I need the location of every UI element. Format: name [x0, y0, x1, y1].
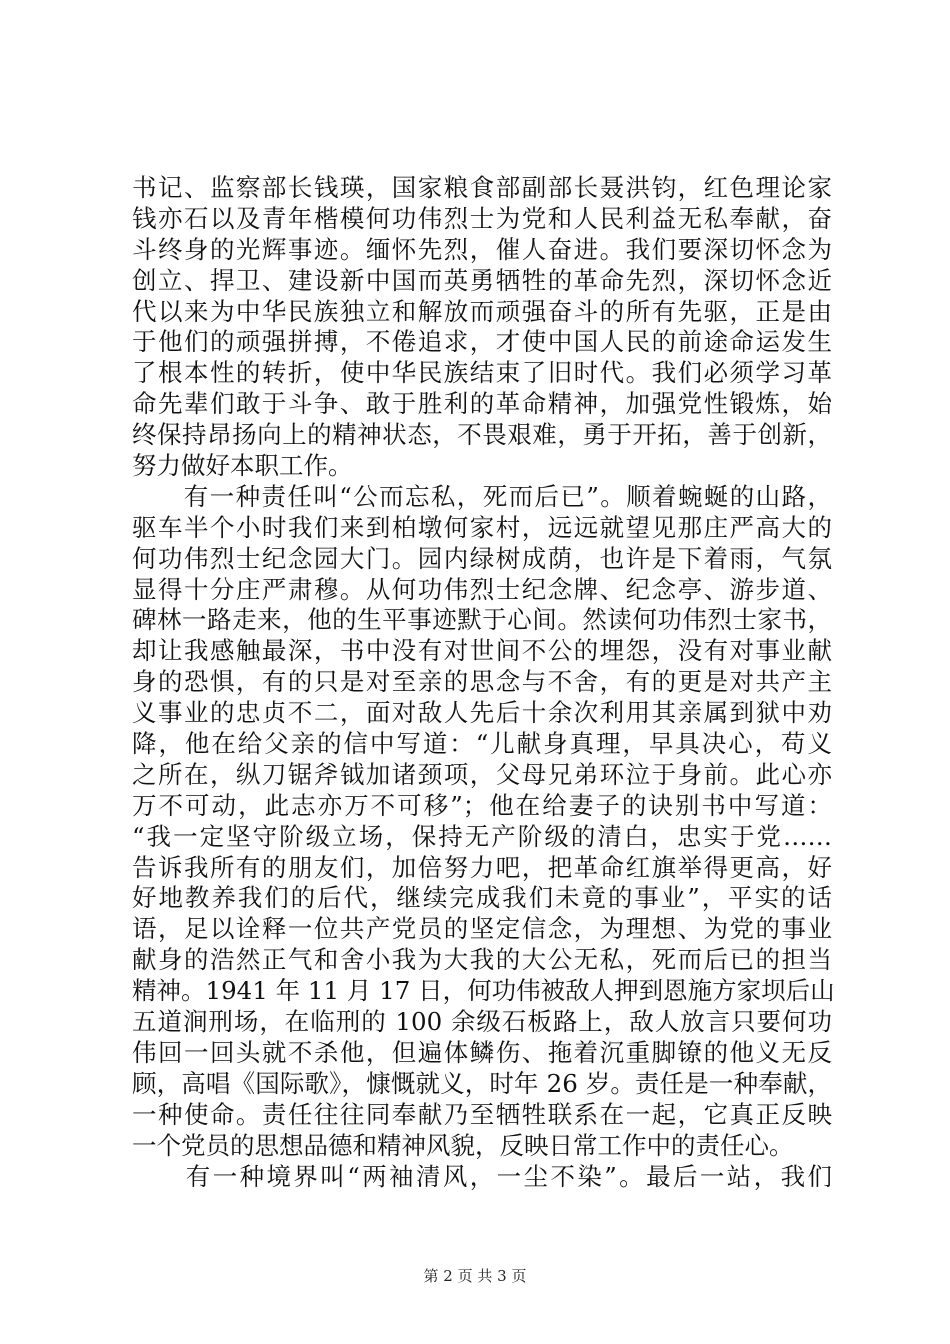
- text-line: 顾，高唱《国际歌》，慷慨就义，时年 26 岁。责任是一种奉献，: [132, 1068, 832, 1098]
- text-line: 五道涧刑场，在临刑的 100 余级石板路上，敌人放言只要何功: [132, 1007, 832, 1037]
- text-line: 驱车半个小时我们来到柏墩何家村，远远就望见那庄严高大的: [132, 512, 832, 542]
- page-footer: 第 2 页 共 3 页: [423, 1267, 527, 1285]
- text-line: 却让我感触最深，书中没有对世间不公的埋怨，没有对事业献: [132, 636, 832, 666]
- text-line: 一种使命。责任往往同奉献乃至牺牲联系在一起，它真正反映: [132, 1099, 832, 1129]
- text-line: 努力做好本职工作。: [132, 451, 353, 481]
- text-line: 何功伟烈士纪念园大门。园内绿树成荫，也许是下着雨，气氛: [132, 543, 832, 573]
- text-line: 钱亦石以及青年楷模何功伟烈士为党和人民利益无私奉献，奋: [132, 203, 832, 233]
- text-line: “我一定坚守阶级立场，保持无产阶级的清白，忠实于党……: [132, 821, 832, 851]
- text-line: 创立、捍卫、建设新中国而英勇牺牲的革命先烈，深切怀念近: [132, 265, 832, 295]
- text-line: 有一种境界叫“两袖清风，一尘不染”。最后一站，我们: [132, 1161, 832, 1191]
- text-line: 好地教养我们的后代，继续完成我们未竟的事业”，平实的话: [132, 883, 832, 913]
- text-line: 命先辈们敢于斗争、敢于胜利的革命精神，加强党性锻炼，始: [132, 389, 832, 419]
- text-line: 于他们的顽强拼搏，不倦追求，才使中国人民的前途命运发生: [132, 327, 832, 357]
- text-line: 代以来为中华民族独立和解放而顽强奋斗的所有先驱，正是由: [132, 296, 832, 326]
- text-line: 有一种责任叫“公而忘私，死而后已”。顺着蜿蜒的山路，: [132, 481, 832, 511]
- text-line: 书记、监察部长钱瑛，国家粮食部副部长聂洪钧，红色理论家: [132, 173, 832, 202]
- text-line: 了根本性的转折，使中华民族结束了旧时代。我们必须学习革: [132, 358, 832, 388]
- text-line: 碑林一路走来，他的生平事迹默于心间。然读何功伟烈士家书，: [132, 605, 832, 635]
- text-line: 身的恐惧，有的只是对至亲的思念与不舍，有的更是对共产主: [132, 667, 832, 697]
- body-text: [132, 173, 835, 1192]
- text-line: 之所在，纵刀锯斧钺加诸颈项，父母兄弟环泣于身前。此心亦: [132, 759, 832, 789]
- text-line: 显得十分庄严肃穆。从何功伟烈士纪念牌、纪念亭、游步道、: [132, 574, 832, 604]
- text-line: 终保持昂扬向上的精神状态，不畏艰难，勇于开拓，善于创新，: [132, 420, 832, 450]
- text-line: 降，他在给父亲的信中写道：“儿献身真理，早具决心，苟义: [132, 729, 832, 759]
- text-line: 万不可动，此志亦万不可移”；他在给妻子的诀别书中写道：: [132, 790, 832, 820]
- text-line: 精神。1941 年 11 月 17 日，何功伟被敌人押到恩施方家坝后山: [132, 976, 835, 1006]
- text-line: 伟回一回头就不杀他，但遍体鳞伤、拖着沉重脚镣的他义无反: [132, 1037, 832, 1067]
- text-line: 告诉我所有的朋友们，加倍努力吧，把革命红旗举得更高，好: [132, 852, 832, 882]
- text-line: 斗终身的光辉事迹。缅怀先烈，催人奋进。我们要深切怀念为: [132, 234, 832, 264]
- text-line: 献身的浩然正气和舍小我为大我的大公无私，死而后已的担当: [132, 945, 832, 975]
- text-line: 义事业的忠贞不二，面对敌人先后十余次利用其亲属到狱中劝: [132, 698, 832, 728]
- text-line: 一个党员的思想品德和精神风貌，反映日常工作中的责任心。: [132, 1130, 794, 1160]
- text-line: 语，足以诠释一位共产党员的坚定信念，为理想、为党的事业: [132, 914, 832, 944]
